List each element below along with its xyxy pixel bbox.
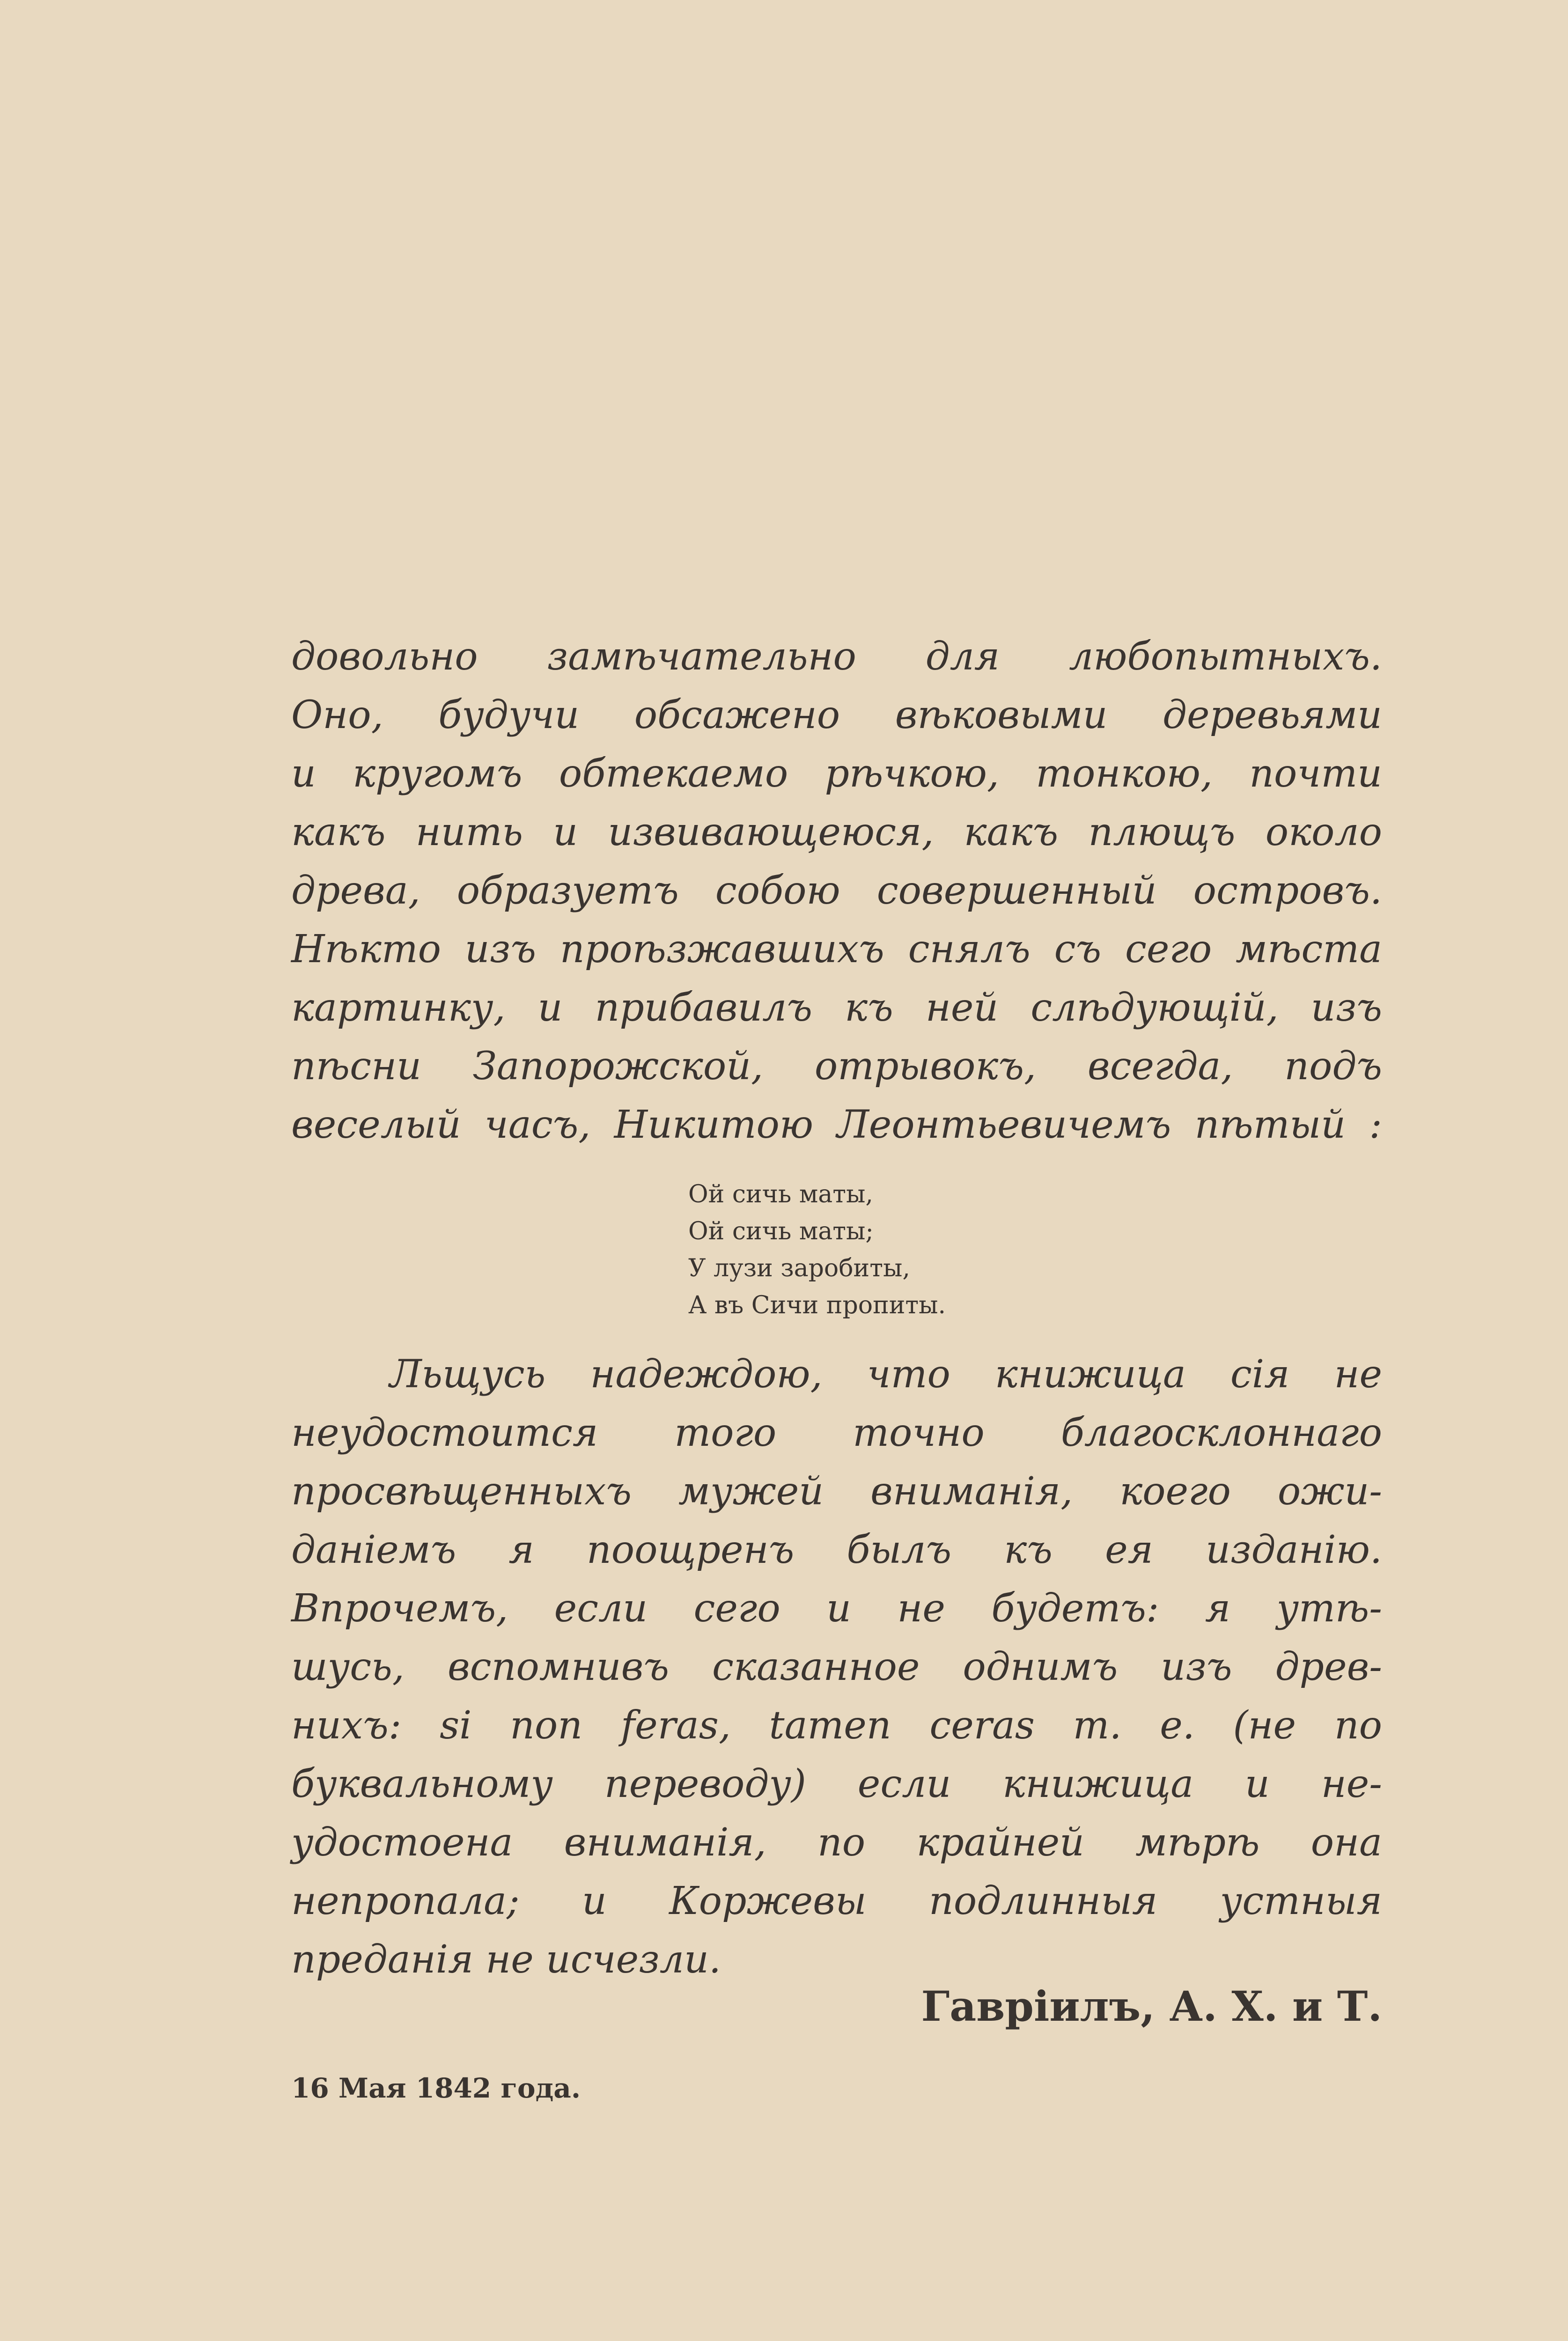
text-line: древа, образуетъ собою совершенный островъ. bbox=[291, 869, 1382, 913]
verse-line: У лузи заробиты, bbox=[688, 1254, 910, 1282]
text-line: просвѣщенныхъ мужей вниманія, коего ожи- bbox=[291, 1469, 1382, 1514]
text-line: буквальному переводу) если книжица и не- bbox=[291, 1762, 1382, 1806]
verse-line: А въ Сичи пропиты. bbox=[688, 1291, 946, 1319]
text-line: нихъ: si non feras, tamen ceras т. е. (не по bbox=[291, 1703, 1382, 1748]
text-line: неудостоится того точно благосклоннаго bbox=[291, 1411, 1382, 1455]
text-line: какъ нить и извивающеюся, какъ плющъ около bbox=[291, 810, 1382, 854]
text-line: пѣсни Запорожской, отрывокъ, всегда, подъ bbox=[291, 1044, 1382, 1089]
text-line: Нѣкто изъ проѣзжавшихъ снялъ съ сего мѣста bbox=[291, 927, 1382, 972]
text-line: картинку, и прибавилъ къ ней слѣдующій, изъ bbox=[291, 986, 1382, 1030]
text-line: даніемъ я поощренъ былъ къ ея изданію. bbox=[291, 1528, 1382, 1572]
text-line: Льщусь надеждою, что книжица сія не bbox=[390, 1352, 1382, 1397]
text-line: и кругомъ обтекаемо рѣчкою, тонкою, почти bbox=[291, 751, 1382, 796]
verse-line: Ой сичь маты, bbox=[688, 1180, 873, 1208]
text-line: удостоена вниманія, по крайней мѣрѣ она bbox=[291, 1820, 1382, 1865]
text-line: веселый часъ, Никитою Леонтьевичемъ пѣтый : bbox=[291, 1103, 1382, 1147]
text-line: шусь, вспомнивъ сказанное однимъ изъ древ- bbox=[291, 1645, 1382, 1689]
text-line: преданія не исчезли. bbox=[291, 1937, 721, 1982]
text-line: Оно, будучи обсажено вѣковыми деревьями bbox=[291, 693, 1382, 737]
text-line: довольно замѣчательно для любопытныхъ. bbox=[291, 634, 1382, 679]
verse-quote bbox=[688, 1176, 946, 1324]
verse-line: Ой сичь маты; bbox=[688, 1217, 874, 1245]
paragraph-1 bbox=[291, 627, 1382, 1154]
text-line: непропала; и Коржевы подлинныя устныя bbox=[291, 1879, 1382, 1923]
paragraph-2 bbox=[291, 1345, 1382, 1989]
date-line: 16 Мая 1842 года. bbox=[291, 2072, 581, 2104]
text-line: Впрочемъ, если сего и не будетъ: я утѣ- bbox=[291, 1586, 1382, 1631]
author-signature: Гавріилъ, А. Х. и Т. bbox=[921, 1982, 1382, 2031]
